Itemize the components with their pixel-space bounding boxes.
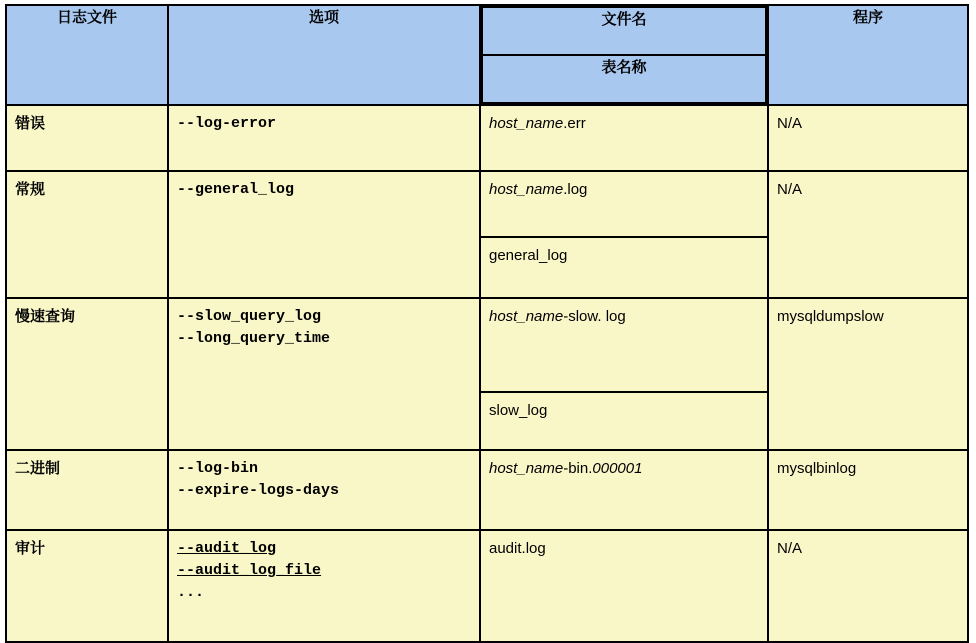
log-type-label: 常规 [15, 181, 46, 198]
file-name-value [481, 106, 767, 170]
table-name-sub-cell [481, 392, 767, 449]
cell-options [168, 105, 480, 171]
cell-options [168, 530, 480, 642]
header-program [768, 5, 968, 105]
header-row [6, 5, 968, 105]
table-header [6, 5, 968, 105]
file-name-host: host_name [489, 115, 564, 132]
option-item: --expire-logs-days [177, 481, 340, 499]
file-name-sub-cell [481, 172, 767, 237]
log-table-document [0, 4, 976, 601]
table-row [6, 171, 968, 298]
cell-options [168, 171, 480, 298]
program-value: mysqldumpslow [777, 308, 884, 325]
header-program-label: 程序 [852, 9, 883, 26]
cell-program [768, 298, 968, 450]
table-row [6, 298, 968, 450]
log-type-text: 慢速查询 [15, 308, 76, 325]
file-name-suffix: .err [563, 115, 586, 132]
table-name-sub-cell [481, 237, 767, 297]
file-name-host: host_name [489, 181, 564, 198]
option-item: --general_log [177, 181, 295, 198]
file-name-sequence: 000001 [592, 460, 643, 477]
file-name-suffix: -slow. log [563, 308, 626, 325]
cell-program [768, 171, 968, 298]
program-value: mysqlbinlog [777, 460, 857, 477]
file-table-split [481, 299, 767, 449]
header-file-and-table-name [480, 5, 768, 105]
file-name-value [481, 172, 767, 236]
table-name-value: general_log [489, 247, 568, 264]
cell-file-name [480, 450, 768, 530]
program-value: N/A [777, 540, 803, 557]
option-item: --log-bin [177, 460, 259, 477]
cell-file-and-table-name [480, 171, 768, 298]
log-type-label: 审计 [15, 540, 46, 557]
cell-file-name [480, 105, 768, 171]
option-item: --slow_query_log [177, 308, 322, 325]
header-log-file [6, 5, 168, 105]
table-row [6, 105, 968, 171]
mysql-log-files-table [5, 4, 969, 643]
cell-log-file-type [6, 530, 168, 642]
header-table-name-cell [482, 55, 766, 103]
option-item: ... [177, 583, 205, 601]
cell-program [768, 105, 968, 171]
header-options [168, 5, 480, 105]
options-list [169, 451, 479, 509]
cell-program [768, 450, 968, 530]
cell-file-and-table-name [480, 298, 768, 450]
file-name-value [481, 451, 767, 529]
cell-options [168, 450, 480, 530]
table-row [6, 530, 968, 642]
file-name-suffix: .log [563, 181, 588, 198]
cell-program [768, 530, 968, 642]
file-name-host: host_name [489, 460, 564, 477]
option-item: --audit_log [177, 540, 277, 557]
file-name-host: host_name [489, 308, 564, 325]
file-name-suffix: -bin. [563, 460, 593, 477]
option-item: --audit_log_file [177, 561, 322, 579]
options-list [169, 299, 479, 357]
header-file-name-cell [482, 7, 766, 55]
cell-log-file-type [6, 171, 168, 298]
log-type-label: 错误 [15, 115, 46, 132]
cell-log-file-type [6, 298, 168, 450]
option-item: --long_query_time [177, 329, 331, 347]
header-log-file-label: 日志文件 [56, 9, 117, 26]
file-name-value [481, 299, 767, 391]
file-name-value: audit.log [489, 540, 546, 557]
cell-log-file-type [6, 450, 168, 530]
option-item: --log-error [177, 115, 277, 132]
table-name-value: slow_log [489, 402, 548, 419]
table-body [6, 105, 968, 642]
header-options-label: 选项 [308, 9, 339, 26]
program-value: N/A [777, 181, 803, 198]
log-type-label [7, 299, 167, 335]
file-table-split [481, 172, 767, 297]
header-file-name-label: 文件名 [601, 11, 647, 28]
options-list [169, 531, 479, 610]
program-value: N/A [777, 115, 803, 132]
cell-file-name [480, 530, 768, 642]
log-type-label: 二进制 [15, 460, 61, 477]
cell-log-file-type [6, 105, 168, 171]
header-table-name-label: 表名称 [601, 59, 647, 76]
cell-options [168, 298, 480, 450]
file-name-sub-cell [481, 299, 767, 392]
header-split [481, 6, 767, 104]
table-row [6, 450, 968, 530]
